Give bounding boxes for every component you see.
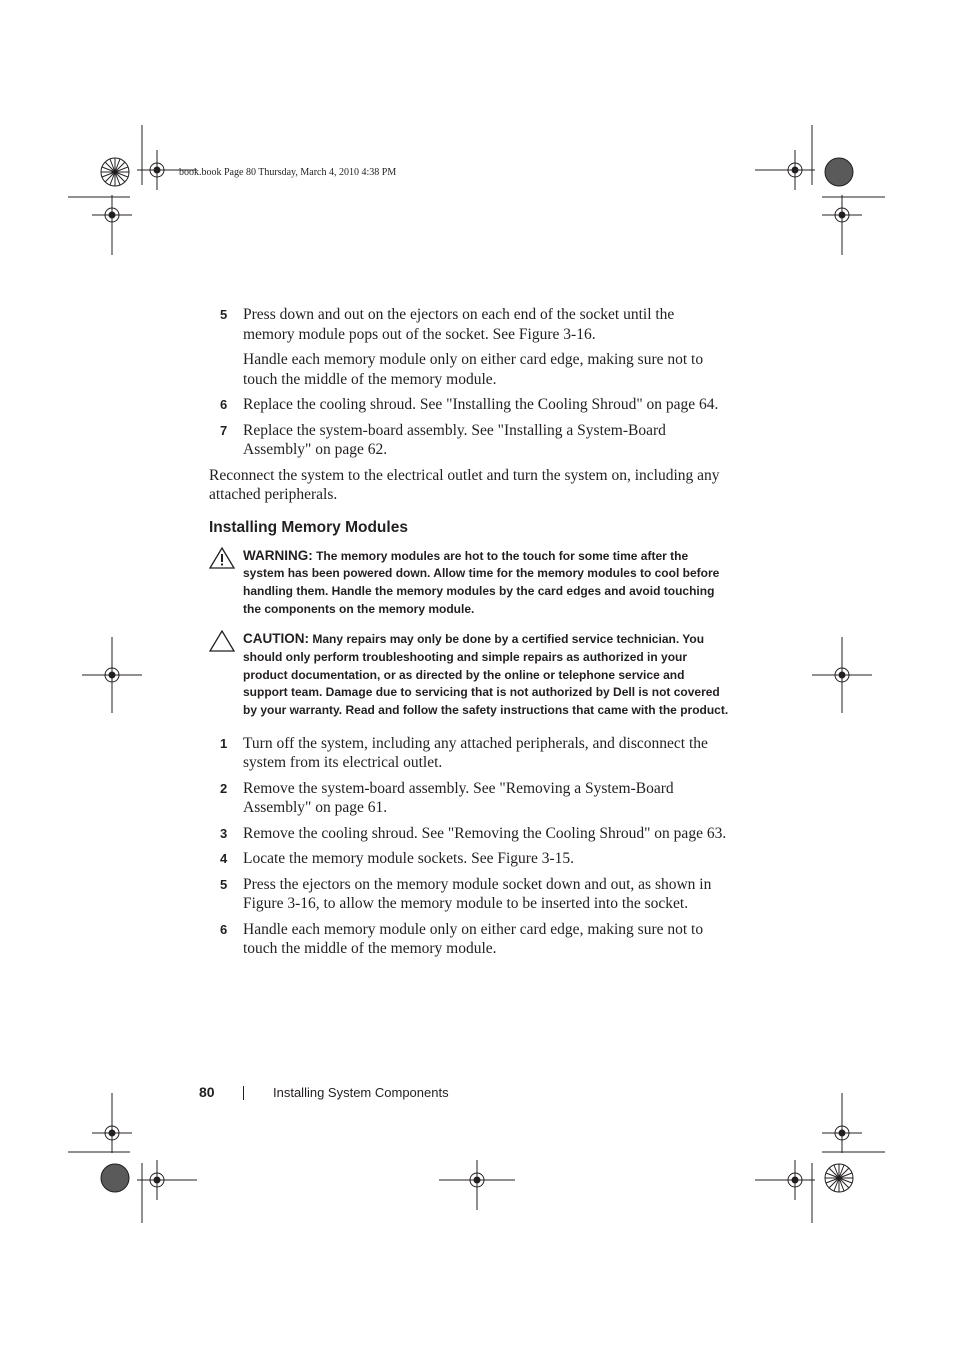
registration-mark-icon xyxy=(82,637,142,713)
step-6-handle-module xyxy=(209,920,729,959)
step-number: 2 xyxy=(220,780,228,796)
step-text: Press the ejectors on the memory module socket down and out, as shown in Figure 3-16, to allow the memory module to be inserted into the socket. xyxy=(243,875,712,913)
starburst-mark-icon xyxy=(825,1164,853,1192)
step-6-replace-shroud xyxy=(209,395,729,415)
step-number: 7 xyxy=(220,422,228,438)
step-text: Remove the system-board assembly. See "Removing a System-Board Assembly" on page 61. xyxy=(243,779,674,817)
step-number: 3 xyxy=(220,825,228,841)
step-text: Remove the cooling shroud. See "Removing the Cooling Shroud" on page 63. xyxy=(243,824,727,842)
page-body xyxy=(209,305,729,965)
step-number: 1 xyxy=(220,735,228,751)
starburst-mark-icon xyxy=(101,158,129,186)
registration-mark-icon xyxy=(822,1093,862,1153)
warning-triangle-icon xyxy=(209,547,235,569)
step-2-remove-board xyxy=(209,779,729,818)
caution-notice xyxy=(209,630,729,720)
step-4-locate-sockets xyxy=(209,849,729,869)
color-patch-icon xyxy=(825,158,853,186)
step-text: Replace the system-board assembly. See "Installing a System-Board Assembly" on page 62. xyxy=(243,421,666,458)
step-3-remove-shroud xyxy=(209,824,729,844)
print-header: book.book Page 80 Thursday, March 4, 2010 4:38 PM xyxy=(179,167,397,178)
step-number: 5 xyxy=(220,876,228,892)
warning-label: WARNING: xyxy=(243,547,313,563)
page-number: 80 xyxy=(199,1084,215,1100)
registration-mark-icon xyxy=(137,1160,197,1200)
reconnect-paragraph: Reconnect the system to the electrical outlet and turn the system on, including any attached peripherals. xyxy=(209,466,720,503)
step-text: Locate the memory module sockets. See Figure 3-15. xyxy=(243,850,575,868)
warning-text: The memory modules are hot to the touch for some time after the system has been powered down. Allow time for the memory modules to cool before handling them. Handle the memory modules by the card edges and avoid touching the components on the memory module. xyxy=(243,548,720,616)
caution-triangle-icon xyxy=(209,630,235,652)
warning-notice xyxy=(209,547,729,619)
section-heading: Installing Memory Modules xyxy=(209,518,408,536)
registration-mark-icon xyxy=(92,1093,132,1153)
step-text: Handle each memory module only on either card edge, making sure not to touch the middle of the memory module. xyxy=(243,920,704,958)
step-text: Press down and out on the ejectors on each end of the socket until the memory module pops out of the socket. See Figure 3-16. xyxy=(243,306,675,343)
footer-section-title: Installing System Components xyxy=(273,1085,449,1100)
caution-label: CAUTION: xyxy=(243,631,309,647)
step-5-remove xyxy=(209,305,729,389)
step-number: 4 xyxy=(220,851,228,867)
step-7-replace-board xyxy=(209,421,729,460)
registration-mark-icon xyxy=(822,195,862,255)
registration-mark-icon xyxy=(812,637,872,713)
step-text: Turn off the system, including any attached peripherals, and disconnect the system from its electrical outlet. xyxy=(243,734,708,772)
step-text: Replace the cooling shroud. See "Installing the Cooling Shroud" on page 64. xyxy=(243,396,719,413)
step-5-press-ejectors xyxy=(209,875,729,914)
caution-text: Many repairs may only be done by a certified service technician. You should only perform troubleshooting and simple repairs as authorized in your product documentation, or as directed by the online or telephone service and support team. Damage due to servicing that is not authorized by Dell is not covered by your warranty. Read and follow the safety instructions that came with the product. xyxy=(243,632,729,718)
registration-mark-icon xyxy=(92,195,132,255)
registration-mark-icon xyxy=(439,1160,515,1210)
registration-mark-icon xyxy=(755,150,815,190)
footer-divider xyxy=(243,1086,244,1100)
step-number: 6 xyxy=(220,921,228,937)
step-number: 6 xyxy=(220,397,228,412)
color-patch-icon xyxy=(101,1164,129,1192)
registration-mark-icon xyxy=(755,1160,815,1200)
step-1-turn-off xyxy=(209,734,729,773)
step-number: 5 xyxy=(220,307,228,322)
step-note: Handle each memory module only on either card edge, making sure not to touch the middle of the memory module. xyxy=(243,351,704,388)
